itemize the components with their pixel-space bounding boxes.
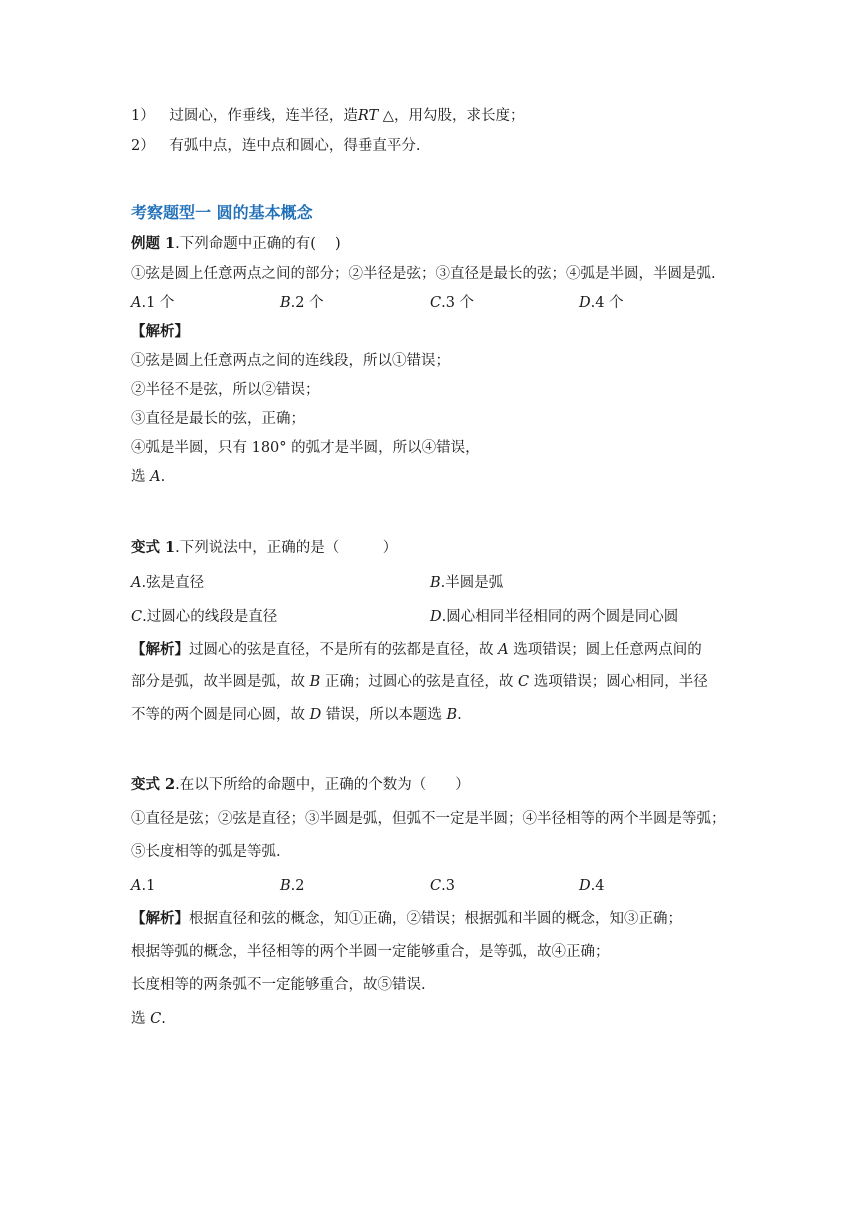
variant-label: 变式 2 (131, 776, 176, 793)
answer-letter: C (150, 1011, 162, 1027)
example-label: 例题 1 (131, 235, 176, 252)
variant2-question (131, 775, 470, 795)
option-c: C.过圆心的线段是直径 (131, 609, 278, 625)
math-expression: RT △ (357, 108, 394, 124)
option-b: B.半圆是弧 (430, 575, 504, 591)
option-c: C.3 个 (430, 295, 475, 311)
variant2-analysis-line2: 根据等弧的概念，半径相等的两个半圆一定能够重合，是等弧，故④正确； (131, 944, 610, 960)
option-d: D.4 (579, 878, 605, 894)
answer-letter: A (150, 469, 161, 485)
answer-line (131, 1009, 166, 1029)
method-step-1 (131, 106, 524, 126)
variant1-analysis-line1: 【解析】过圆心的弦是直径，不是所有的弦都是直径，故 A 选项错误；圆上任意两点间的 (131, 641, 702, 658)
analysis-line: ①弦是圆上任意两点之间的连线段，所以①错误； (131, 353, 450, 369)
variant2-analysis-line3: 长度相等的两条弧不一定能够重合，故⑤错误. (131, 977, 426, 993)
option-a: A.弦是直径 (131, 575, 205, 591)
answer-prefix: 选 (131, 469, 151, 485)
example-statements: ①弦是圆上任意两点之间的部分；②半径是弦；③直径是最长的弦；④弧是半圆，半圆是弧. (131, 266, 716, 282)
option-c: C.3 (430, 878, 455, 894)
variant2-analysis-line1: 【解析】根据直径和弦的概念，知①正确，②错误；根据弧和半圆的概念，知③正确； (131, 910, 682, 927)
analysis-label: 【解析】 (131, 641, 189, 658)
option-b: B.2 个 (280, 295, 324, 311)
answer-line (131, 467, 165, 487)
analysis-label: 【解析】 (131, 323, 189, 340)
section-title: 考察题型一 圆的基本概念 (131, 203, 313, 222)
variant1-analysis-line2: 部分是弧，故半圆是弧，故 B 正确；过圆心的弦是直径，故 C 选项错误；圆心相同，半径 (131, 674, 708, 690)
answer-suffix: . (161, 1011, 166, 1027)
variant1-analysis-line3: 不等的两个圆是同心圆，故 D 错误，所以本题选 B. (131, 707, 462, 723)
variant2-statements-line1: ①直径是弦；②弦是直径；③半圆是弧，但弧不一定是半圆；④半径相等的两个半圆是等弧； (131, 811, 726, 827)
step-number: 1） (131, 108, 155, 124)
question-text: .在以下所给的命题中，正确的个数为（ ） (175, 777, 470, 793)
analysis-line: ④弧是半圆，只有 180° 的弧才是半圆，所以④错误， (131, 440, 480, 456)
option-d: D.4 个 (579, 295, 624, 311)
answer-suffix: . (160, 469, 166, 485)
question-text: .下列说法中，正确的是（ ） (175, 540, 398, 556)
question-text: .下列命题中正确的有( ) (175, 236, 341, 252)
method-step-2 (131, 136, 420, 156)
option-b: B.2 (280, 878, 305, 894)
step-number: 2） (131, 138, 155, 154)
answer-prefix: 选 (131, 1011, 151, 1027)
step-text: 有弧中点，连中点和圆心，得垂直平分. (169, 138, 421, 154)
option-a: A.1 (131, 878, 156, 894)
analysis-line: ③直径是最长的弦，正确； (131, 411, 305, 427)
step-text: 过圆心，作垂线，连半径，造 (169, 108, 358, 124)
step-text: ，用勾股，求长度； (393, 108, 525, 124)
example-question (131, 234, 341, 254)
option-a: A.1 个 (131, 295, 175, 311)
variant2-statements-line2: ⑤长度相等的弧是等弧. (131, 844, 281, 860)
variant-label: 变式 1 (131, 539, 176, 556)
option-d: D.圆心相同半径相同的两个圆是同心圆 (430, 609, 679, 625)
analysis-line: ②半径不是弦，所以②错误； (131, 382, 320, 398)
variant1-question (131, 538, 397, 558)
analysis-label: 【解析】 (131, 910, 189, 927)
